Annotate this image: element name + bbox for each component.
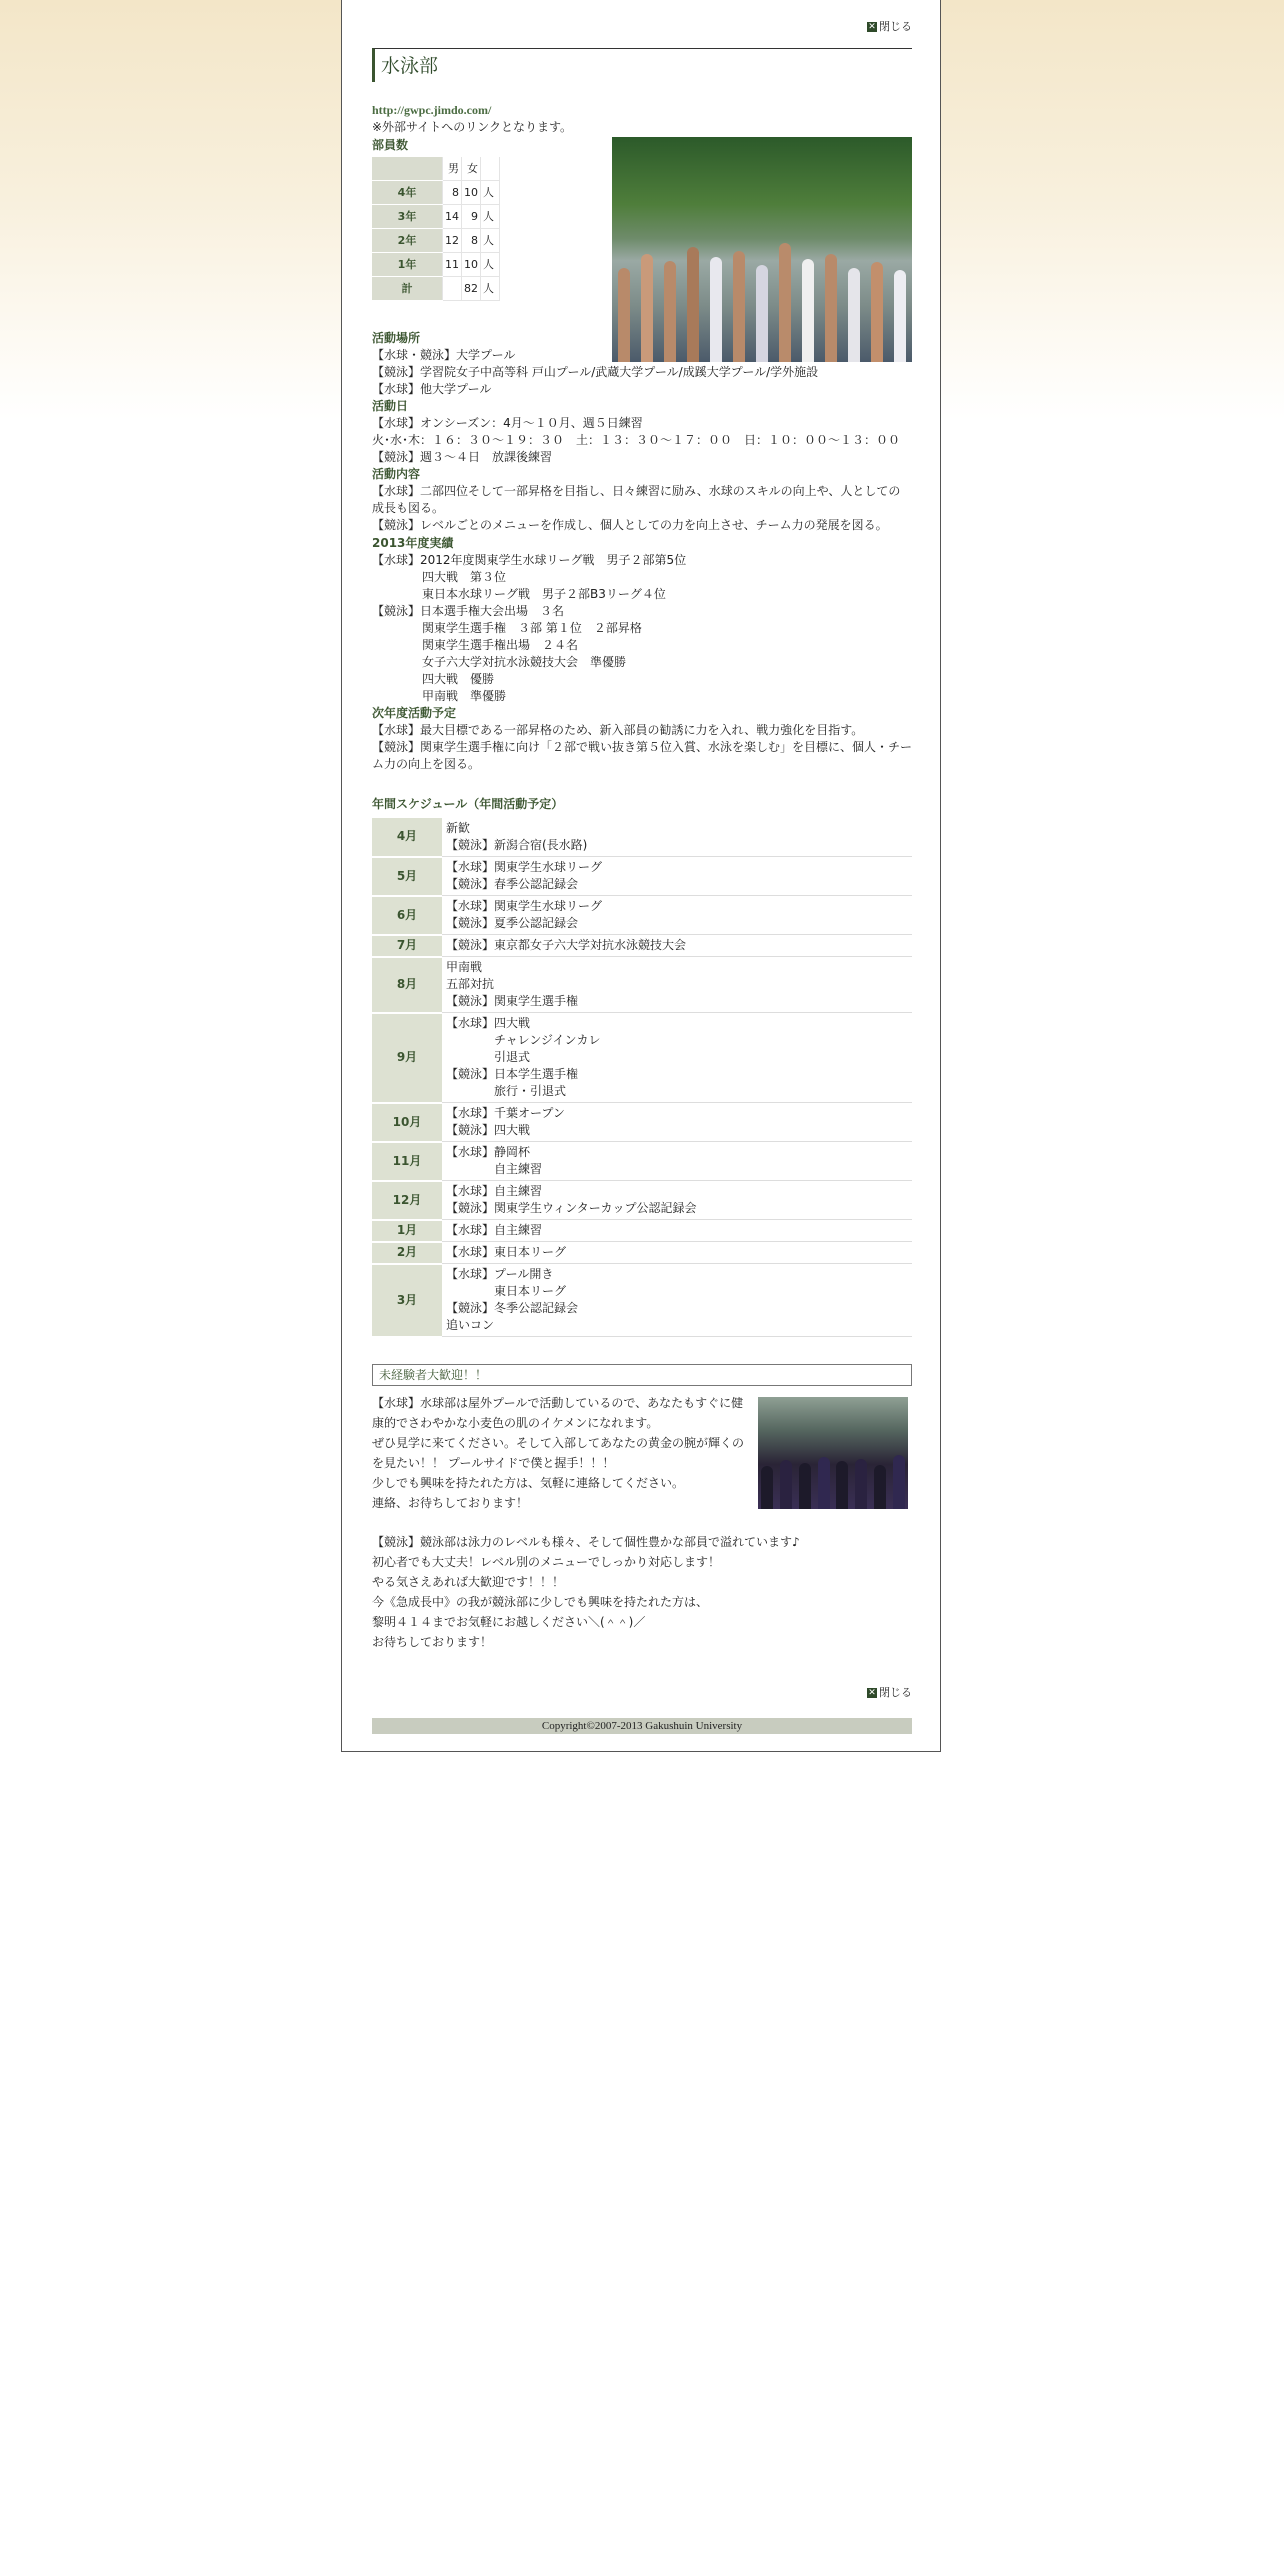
schedule-row: 8月 甲南戦 五部対抗 【競泳】関東学生選手権: [372, 957, 912, 1013]
external-site-link[interactable]: http://gwpc.jimdo.com/: [372, 103, 492, 117]
schedule-row: 12月 【水球】自主練習 【競泳】関東学生ウィンターカップ公認記録会: [372, 1181, 912, 1220]
schedule-row: 10月 【水球】千葉オープン 【競泳】四大戦: [372, 1103, 912, 1142]
schedule-row: 11月 【水球】静岡杯 自主練習: [372, 1142, 912, 1181]
schedule-row: 7月 【競泳】東京都女子六大学対抗水泳競技大会: [372, 935, 912, 957]
copyright: Copyright©2007-2013 Gakushuin University: [372, 1718, 912, 1734]
members-row: 2年 12 8 人: [372, 229, 500, 253]
schedule-row: 1月 【水球】自主練習: [372, 1220, 912, 1242]
schedule-row: 2月 【水球】東日本リーグ: [372, 1242, 912, 1264]
schedule-table: [372, 818, 912, 1338]
close-icon: ✕: [868, 21, 876, 32]
members-corner: [372, 157, 443, 181]
group-photo: [758, 1397, 908, 1509]
schedule-row: 4月 新歓 【競泳】新潟合宿(長水路): [372, 818, 912, 857]
content-heading: 活動内容: [372, 467, 421, 481]
close-button-bottom[interactable]: [867, 1684, 912, 1701]
welcome-heading: 未経験者大歓迎！！: [372, 1364, 912, 1386]
close-button-top[interactable]: [867, 18, 912, 35]
team-photo: [612, 137, 912, 362]
photo-figures: [758, 1447, 908, 1509]
members-row: 1年 11 10 人: [372, 253, 500, 277]
welcome-waterpolo: 【水球】水球部は屋外プールで活動しているので、あなたもすぐに健康的でさわやかな小麦色の肌のイケメンになれます。 ぜひ見学に来てください。そして入部してあなたの黄金の腕が輝くのを見たい！！ プールサイドで僕と握手！！！ 少しでも興味を持たれた方は、気軽に連絡してください。 連絡、お待ちしております！: [372, 1396, 745, 1510]
place-heading: 活動場所: [372, 331, 421, 345]
members-row: 3年 14 9 人: [372, 205, 500, 229]
col-male: 男: [443, 157, 462, 181]
welcome-swim: 【競泳】競泳部は泳力のレベルも様々、そして個性豊かな部員で溢れています♪ 初心者でも大丈夫！レベル別のメニューでしっかり対応します！ やる気さえあれば大歓迎です！！！ 今《急成長中》の我が競泳部に少しでも興味を持たれた方は、 黎明４１４までお気軽にお越しください＼(＾＾)／ お待ちしております！: [372, 1535, 800, 1649]
close-label: 閉じる: [879, 1686, 912, 1699]
members-row: 4年 8 10 人: [372, 181, 500, 205]
close-label: 閉じる: [879, 20, 912, 33]
page-frame: ✕ 閉じる 水泳部 http://gwpc.jimdo.com/ ※外部サイトへのリンクとなります。 部員数 男 女 4年 8 10 人 3年 14 9 人 2年 12 8 人 1年 11 10 人 計 82 人 活動場所 【水球・競泳】大学プール 【競泳】学習院女子中高等科 戸山プール/武蔵大学プール/成蹊大学プール/学外施設 【水球】他大学プール 活動日 【水球】オンシーズン：4月～１０月、週５日練習 火･水･木：１６：３０～１９：３０ 土：１３：３０～１７：００ 日：１０：００～１３：００ 【競泳】週３～４日 放課後練習 活動内容 【水球】二部四位そして一部昇格を目指し、日々練習に励み、水球のスキルの向上や、人としての成長も図る。 【競泳】レベルごとのメニューを作成し、個人としての力を向上させ、チーム力の発展を図る。 2013年度実績 【水球】2012年度関東学生水球リーグ戦 男子２部第5位 四大戦 第３位 東日本水球リーグ戦 男子２部B3リーグ４位 【競泳】日本選手権大会出場 ３名 関東学生選手権 ３部 第１位 ２部昇格 関東学生選手権出場 ２４名 女子六大学対抗水泳競技大会 準優勝 四大戦 優勝 甲南戦 準優勝 次年度活動予定 【水球】最大目標である一部昇格のため、新入部員の勧誘に力を入れ、戦力強化を目指す。 【競泳】関東学生選手権に向け「２部で戦い抜き第５位入賞、水泳を楽しむ」を目標に、個人・チーム力の向上を図る。 年間スケジュール（年間活動予定） 4月 新歓 【競泳】新潟合宿(長水路) 5月 【水球】関東学生水球リーグ 【競泳】春季公認記録会 6月 【水球】関東学生水球リーグ 【競泳】夏季公認記録会 7月 【競泳】東京都女子六大学対抗水泳競技大会 8月 甲南戦 五部対抗 【競泳】関東学生選手権 9月 【水球】四大戦 チャレンジインカレ 引退式 【競泳】日本学生選手権 旅行・引退式 10月 【水球】千葉オープン 【競泳】四大戦 11月 【水球】静岡杯 自主練習 12月 【水球】自主練習 【競泳】関東学生ウィンターカップ公認記録会 1月 【水球】自主練習 2月 【水球】東日本リーグ 3月 【水球】プール開き 東日本リーグ 【競泳】冬季公認記録会 追いコン 未経験者大歓迎！！ 【水球】水球部は屋外プールで活動しているので、あなたもすぐに健康的でさわやかな小麦色の肌のイケメンになれます。 ぜひ見学に来てください。そして入部してあなたの黄金の腕が輝くのを見たい！！ プールサイドで僕と握手！！！ 少しでも興味を持たれた方は、気軽に連絡してください。 連絡、お待ちしております！ 【競泳】競泳部は泳力のレベルも様々、そして個性豊かな部員で溢れています♪ 初心者でも大丈夫！レベル別のメニューでしっかり対応します！ やる気さえあれば大歓迎です！！！ 今《急成長中》の我が競泳部に少しでも興味を持たれた方は、 黎明４１４までお気軽にお越しください＼(＾＾)／ お待ちしております！ ✕ 閉じる Copyright©2007-2013 Gakushuin University: [341, 0, 941, 1752]
schedule-row: 9月 【水球】四大戦 チャレンジインカレ 引退式 【競泳】日本学生選手権 旅行・引退式: [372, 1013, 912, 1103]
schedule-row: 3月 【水球】プール開き 東日本リーグ 【競泳】冬季公認記録会 追いコン: [372, 1264, 912, 1337]
schedule-heading: 年間スケジュール（年間活動予定）: [372, 797, 564, 811]
page-title: 水泳部: [372, 48, 912, 82]
close-icon: ✕: [868, 1687, 876, 1698]
col-female: 女: [462, 157, 481, 181]
schedule-row: 6月 【水球】関東学生水球リーグ 【競泳】夏季公認記録会: [372, 896, 912, 935]
members-header-row: [372, 157, 500, 181]
members-heading: 部員数: [372, 138, 409, 152]
plan-heading: 次年度活動予定: [372, 706, 457, 720]
schedule-row: 5月 【水球】関東学生水球リーグ 【競泳】春季公認記録会: [372, 857, 912, 896]
external-note: ※外部サイトへのリンクとなります。: [372, 120, 573, 134]
members-table: [372, 157, 500, 301]
results-heading: 2013年度実績: [372, 536, 454, 550]
days-heading: 活動日: [372, 399, 409, 413]
members-total-row: 計 82 人: [372, 277, 500, 301]
